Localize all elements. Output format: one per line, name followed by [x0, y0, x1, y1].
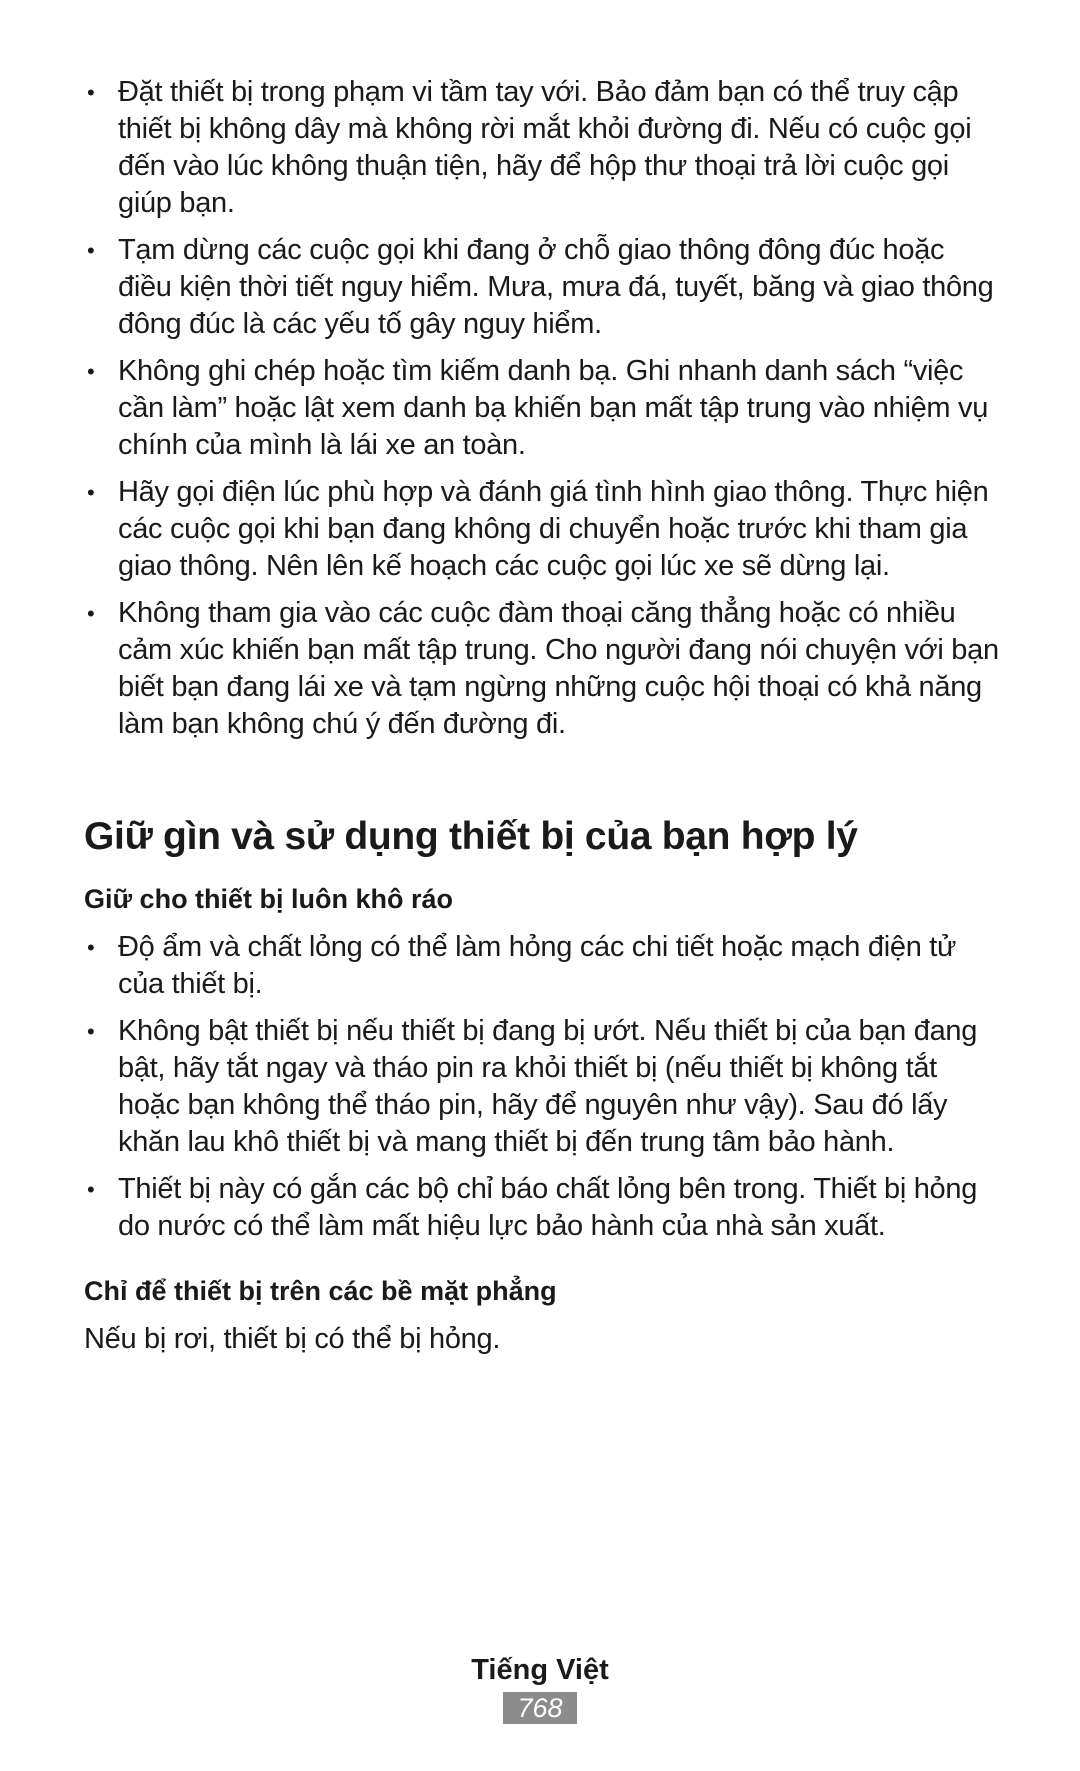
flat-surfaces-paragraph: Nếu bị rơi, thiết bị có thể bị hỏng.: [84, 1323, 501, 1355]
list-item: [84, 1013, 1000, 1161]
bullet-icon: •: [87, 1019, 95, 1044]
list-item-text: Không tham gia vào các cuộc đàm thoại căng thẳng hoặc có nhiều cảm xúc khiến bạn mất tập trung. Cho người đang nói chuyện với bạn biết bạn đang lái xe và tạm ngừng những cuộc hội thoại có khả năng làm bạn không chú ý đến đường đi.: [118, 597, 999, 740]
list-item: [84, 929, 1000, 1003]
list-item-text: Không bật thiết bị nếu thiết bị đang bị ướt. Nếu thiết bị của bạn đang bật, hãy tắt ngay và tháo pin ra khỏi thiết bị (nếu thiết bị không tắt hoặc bạn không thể tháo pin, hãy để nguyên như vậy). Sau đó lấy khăn lau khô thiết bị và mang thiết bị đến trung tâm bảo hành.: [118, 1015, 978, 1158]
bullet-icon: •: [87, 935, 95, 960]
list-item: [84, 1171, 1000, 1245]
bullet-icon: •: [87, 1177, 95, 1202]
keep-dry-bullet-list: [84, 929, 1000, 1245]
list-item: [84, 74, 1000, 222]
list-item: [84, 353, 1000, 464]
section-title: Giữ gìn và sử dụng thiết bị của bạn hợp lý: [84, 815, 858, 858]
list-item-text: Tạm dừng các cuộc gọi khi đang ở chỗ giao thông đông đúc hoặc điều kiện thời tiết nguy hiểm. Mưa, mưa đá, tuyết, băng và giao thông đông đúc là các yếu tố gây nguy hiểm.: [118, 234, 994, 340]
bullet-icon: •: [87, 238, 95, 263]
list-item: [84, 474, 1000, 585]
bullet-icon: •: [87, 80, 95, 105]
footer-language: Tiếng Việt: [471, 1654, 609, 1686]
page-content: [84, 74, 1000, 1358]
top-bullet-list: [84, 74, 1000, 743]
bullet-icon: •: [87, 480, 95, 505]
list-item-text: Không ghi chép hoặc tìm kiếm danh bạ. Ghi nhanh danh sách “việc cần làm” hoặc lật xem danh bạ khiến bạn mất tập trung vào nhiệm vụ chính của mình là lái xe an toàn.: [118, 355, 989, 461]
bullet-icon: •: [87, 601, 95, 626]
list-item: [84, 232, 1000, 343]
list-item-text: Hãy gọi điện lúc phù hợp và đánh giá tình hình giao thông. Thực hiện các cuộc gọi khi bạn đang không di chuyển hoặc trước khi tham gia giao thông. Nên lên kế hoạch các cuộc gọi lúc xe sẽ dừng lại.: [118, 476, 989, 582]
page-number: 768: [503, 1692, 576, 1724]
subsection-title-flat-surfaces: Chỉ để thiết bị trên các bề mặt phẳng: [84, 1276, 557, 1306]
list-item-text: Đặt thiết bị trong phạm vi tầm tay với. Bảo đảm bạn có thể truy cập thiết bị không dây mà không rời mắt khỏi đường đi. Nếu có cuộc gọi đến vào lúc không thuận tiện, hãy để hộp thư thoại trả lời cuộc gọi giúp bạn.: [118, 76, 972, 219]
page-footer: [0, 1652, 1080, 1724]
list-item-text: Độ ẩm và chất lỏng có thể làm hỏng các chi tiết hoặc mạch điện tử của thiết bị.: [118, 931, 957, 1000]
list-item-text: Thiết bị này có gắn các bộ chỉ báo chất lỏng bên trong. Thiết bị hỏng do nước có thể làm mất hiệu lực bảo hành của nhà sản xuất.: [118, 1173, 978, 1242]
subsection-title-keep-dry: Giữ cho thiết bị luôn khô ráo: [84, 884, 454, 914]
bullet-icon: •: [87, 359, 95, 384]
list-item: [84, 595, 1000, 743]
